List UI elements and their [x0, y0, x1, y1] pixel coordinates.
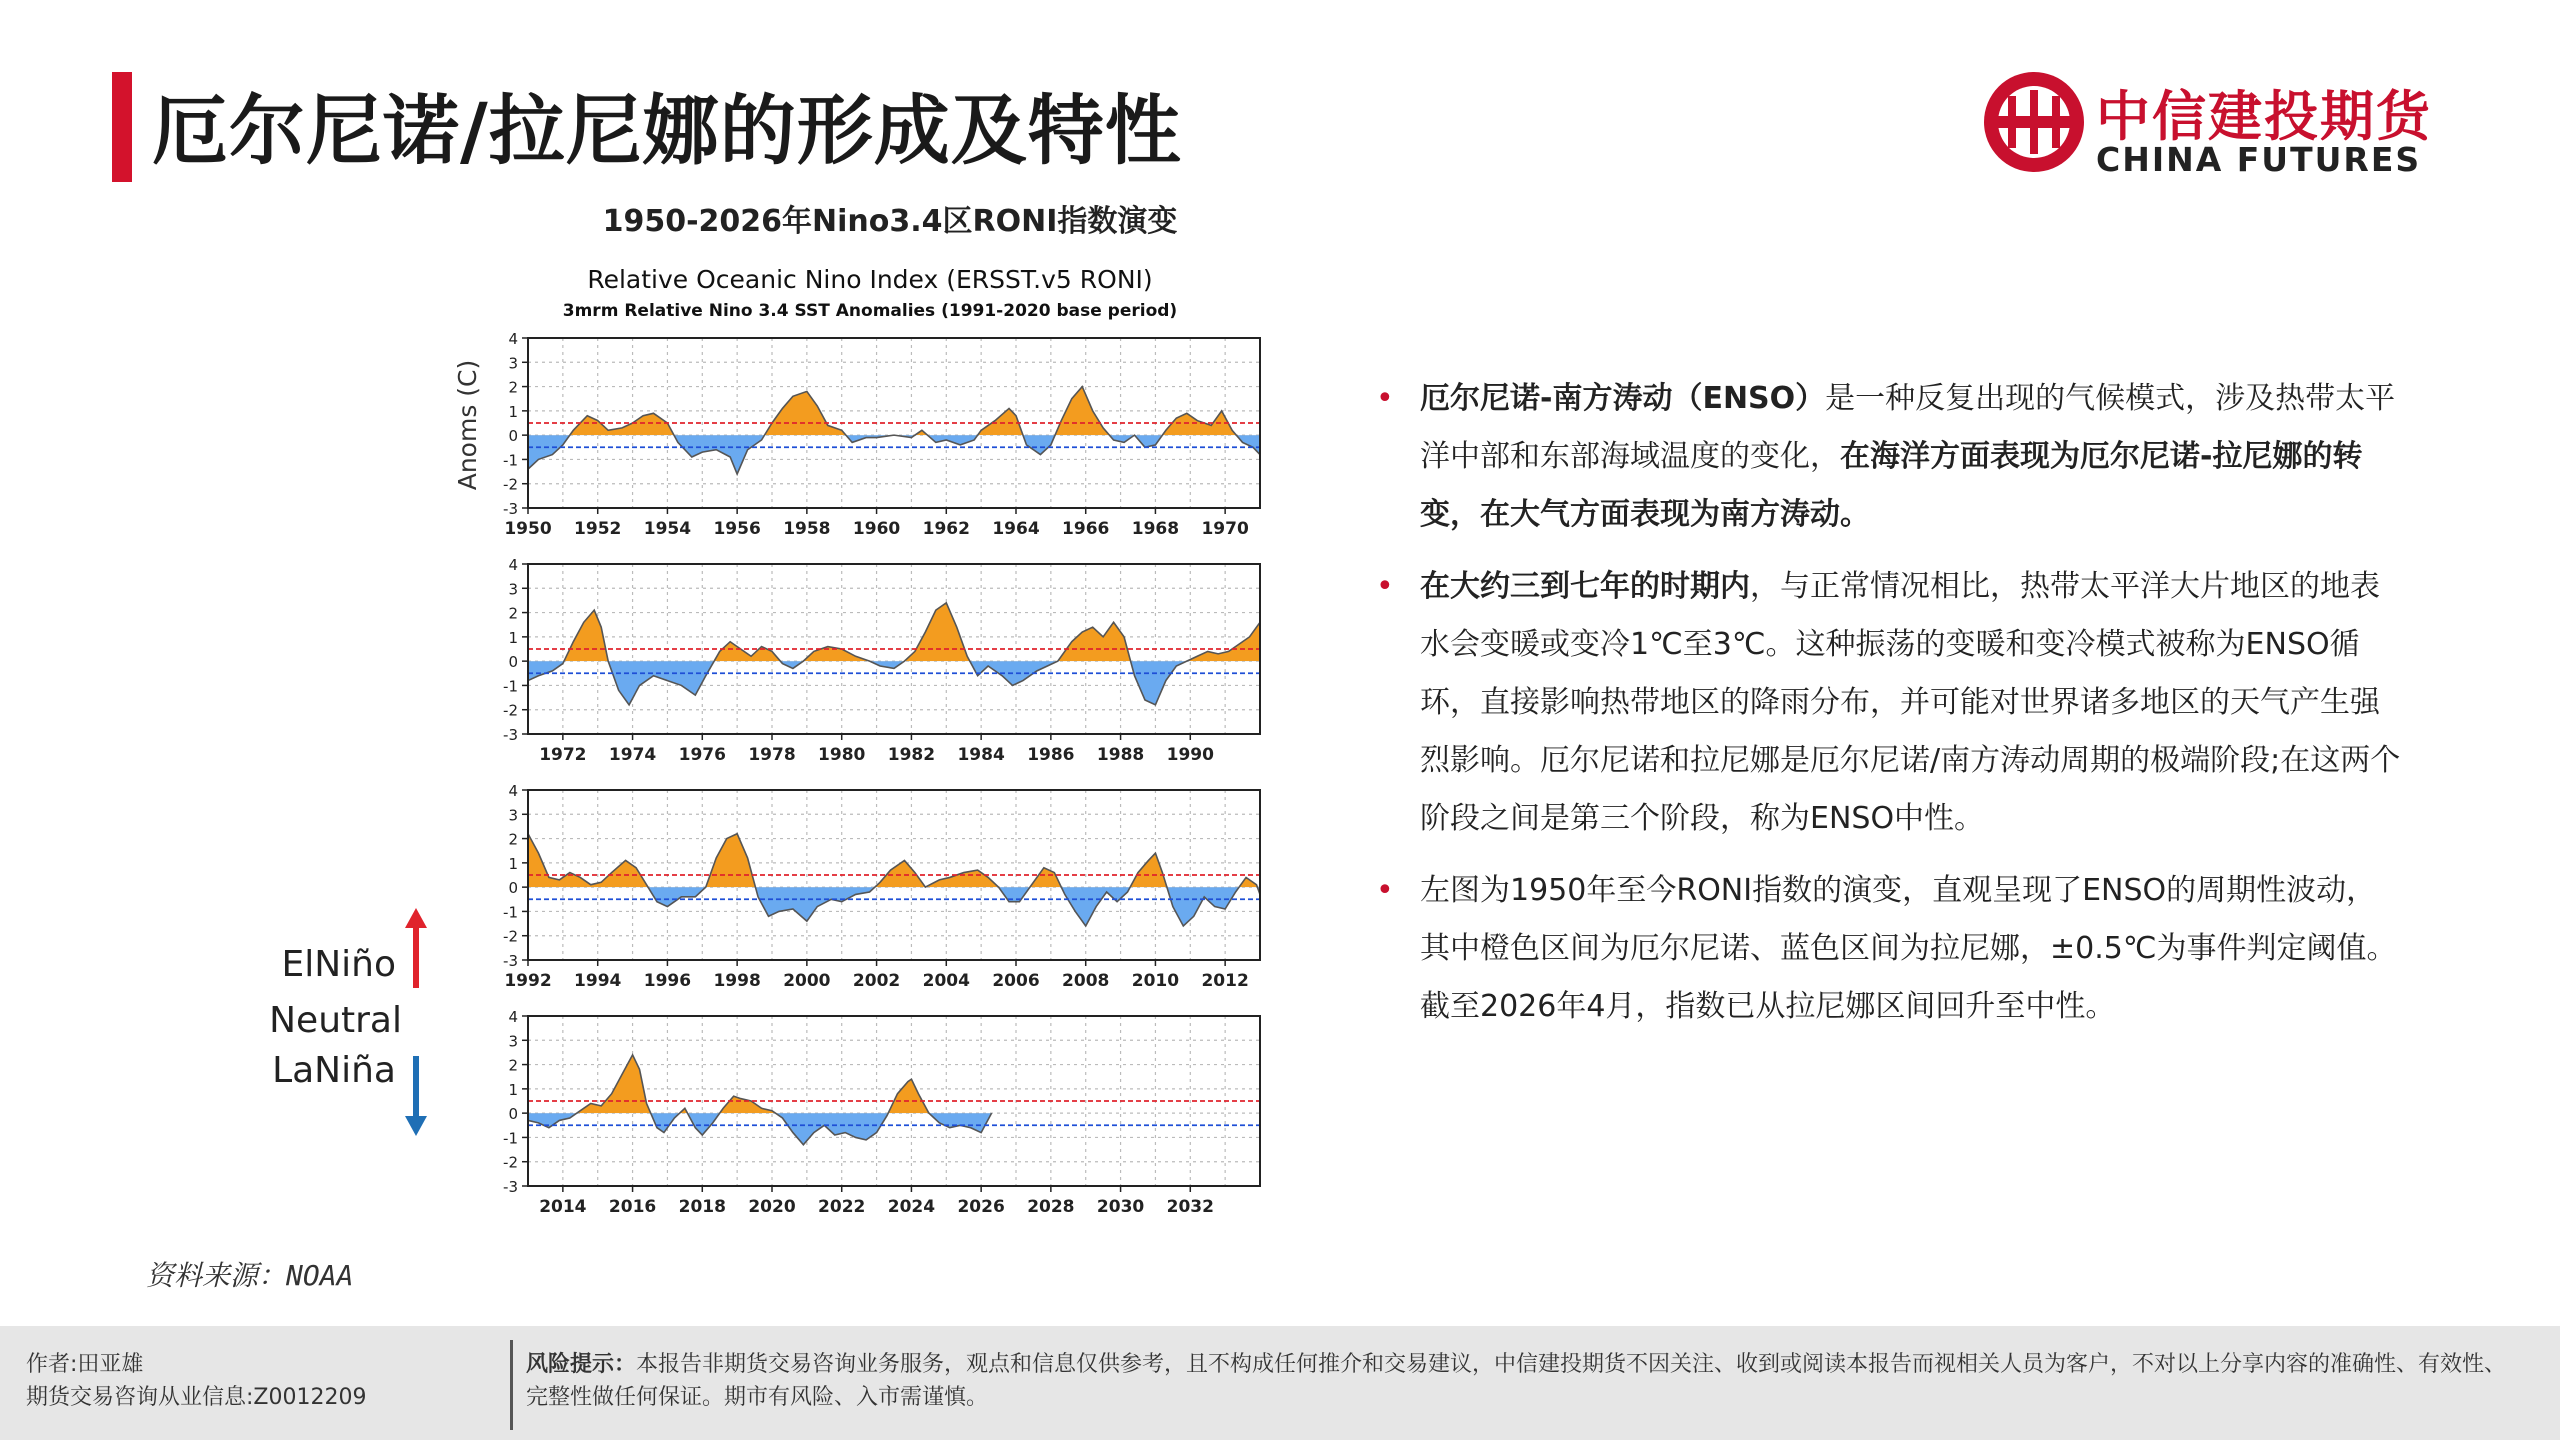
x-tick-label: 1968 [1131, 519, 1180, 539]
el-nino-arrow-icon [413, 926, 419, 988]
y-tick-label: -1 [503, 903, 518, 922]
x-tick-label: 1976 [678, 745, 726, 765]
y-tick-label: -3 [503, 726, 518, 744]
bullet-dot-icon: • [1376, 381, 1394, 416]
footer-risk-text: 本报告非期货交易咨询业务服务，观点和信息仅供参考，且不构成任何推介和交易建议，中信建投期货不因关注、收到或阅读本报告而视相关人员为客户，不对以上分享内容的准确性、有效性、完整性做任何保证。期市有风险、入市需谨慎。 [526, 1352, 2507, 1410]
bullet-item [1376, 862, 2406, 1036]
x-tick-label: 1986 [1027, 745, 1075, 765]
y-tick-label: 2 [508, 378, 518, 397]
x-tick-label: 1990 [1166, 745, 1214, 765]
bullet-text: 是一种反复出现的气候模式，涉及热带太平洋中部和东部海域温度的变化， [1420, 381, 2396, 474]
y-tick-label: 4 [508, 556, 518, 574]
y-tick-label: -3 [503, 500, 518, 518]
bullet-text: 厄尔尼诺-南方涛动（ENSO） [1420, 381, 1826, 416]
bullet-dot-icon: • [1376, 569, 1394, 604]
x-tick-label: 2028 [1027, 1197, 1075, 1217]
y-tick-label: 2 [508, 1056, 518, 1075]
x-tick-label: 1972 [539, 745, 587, 765]
y-tick-label: 1 [508, 854, 518, 873]
footer-license: 期货交易咨询从业信息:Z0012209 [26, 1385, 367, 1410]
y-tick-label: 3 [508, 354, 518, 373]
x-tick-label: 1998 [713, 971, 761, 991]
bullet-text: 左图为1950年至今RONI指数的演变，直观呈现了ENSO的周期性波动，其中橙色区间为厄尔尼诺、蓝色区间为拉尼娜，±0.5℃为事件判定阈值。截至2026年4月，指数已从拉尼娜区间回升至中性。 [1420, 873, 2397, 1024]
company-logo [1978, 66, 2448, 186]
footer [0, 1326, 2560, 1440]
title-accent-bar [112, 72, 132, 182]
footer-author-info [26, 1348, 366, 1414]
legend-la-nina: LaNiña [272, 1050, 396, 1091]
y-tick-label: 4 [508, 782, 518, 800]
bullet-dot-icon: • [1376, 873, 1394, 908]
x-tick-label: 1978 [748, 745, 796, 765]
source-note: 资料来源：NOAA [146, 1259, 354, 1292]
logo-chinese-name: 中信建投期货 [2096, 85, 2432, 148]
x-tick-label: 2026 [957, 1197, 1005, 1217]
x-tick-label: 2012 [1201, 971, 1249, 991]
logo-english-name: CHINA FUTURES [2096, 140, 2422, 179]
panel-background [528, 564, 1260, 734]
bullet-item [1376, 558, 2406, 848]
x-tick-label: 1950 [504, 519, 552, 539]
y-tick-label: 0 [508, 427, 518, 446]
chart-panel [503, 330, 1260, 539]
y-tick-label: -1 [503, 677, 518, 696]
y-tick-label: 4 [508, 1008, 518, 1026]
y-tick-label: 0 [508, 1105, 518, 1124]
x-tick-label: 2010 [1131, 971, 1180, 991]
x-tick-label: 1954 [643, 519, 692, 539]
x-tick-label: 2020 [748, 1197, 796, 1217]
x-tick-label: 2022 [818, 1197, 866, 1217]
y-tick-label: -2 [503, 927, 518, 946]
citic-logo-icon [1978, 66, 2090, 178]
y-tick-label: 3 [508, 806, 518, 825]
y-tick-label: -1 [503, 1129, 518, 1148]
x-tick-label: 1956 [713, 519, 761, 539]
x-tick-label: 1994 [574, 971, 622, 991]
x-tick-label: 1958 [783, 519, 831, 539]
x-tick-label: 2032 [1166, 1197, 1214, 1217]
x-tick-label: 1996 [643, 971, 692, 991]
y-tick-label: 1 [508, 628, 518, 647]
chart-panels [503, 330, 1260, 1217]
x-tick-label: 1960 [852, 519, 901, 539]
x-tick-label: 1982 [887, 745, 936, 765]
x-tick-label: 1988 [1096, 745, 1145, 765]
y-tick-label: 4 [508, 330, 518, 348]
bullet-text: 在大约三到七年的时期内 [1420, 569, 1750, 604]
y-tick-label: 0 [508, 879, 518, 898]
y-tick-label: -2 [503, 701, 518, 720]
x-tick-label: 1962 [922, 519, 970, 539]
y-tick-label: -3 [503, 1178, 518, 1196]
x-tick-label: 2014 [539, 1197, 587, 1217]
chart-title: Relative Oceanic Nino Index (ERSST.v5 RONI) [587, 265, 1153, 294]
x-tick-label: 2016 [608, 1197, 657, 1217]
x-tick-label: 1970 [1201, 519, 1249, 539]
y-tick-label: 1 [508, 1080, 518, 1099]
chart-panel [503, 556, 1260, 765]
x-tick-label: 2008 [1062, 971, 1110, 991]
x-tick-label: 2000 [783, 971, 831, 991]
x-tick-label: 1980 [818, 745, 866, 765]
bullet-item [1376, 370, 2406, 544]
x-tick-label: 1984 [957, 745, 1005, 765]
roni-chart [0, 250, 1300, 1230]
bullet-text: 在海洋方面表现为厄尔尼诺-拉尼娜的转变，在大气方面表现为南方涛动。 [1420, 439, 2363, 532]
x-tick-label: 1966 [1062, 519, 1110, 539]
y-tick-label: 1 [508, 402, 518, 421]
x-tick-label: 2004 [922, 971, 970, 991]
x-tick-label: 2018 [678, 1197, 726, 1217]
y-tick-label: -2 [503, 475, 518, 494]
x-tick-label: 2030 [1096, 1197, 1145, 1217]
legend-neutral: Neutral [269, 1000, 402, 1041]
footer-author: 作者:田亚雄 [26, 1352, 144, 1377]
x-tick-label: 1974 [608, 745, 657, 765]
x-tick-label: 1952 [574, 519, 622, 539]
y-tick-label: -2 [503, 1153, 518, 1172]
y-tick-label: 0 [508, 653, 518, 672]
y-tick-label: 2 [508, 604, 518, 623]
chart-subtitle: 3mrm Relative Nino 3.4 SST Anomalies (1991-2020 base period) [562, 301, 1178, 321]
y-tick-label: 3 [508, 580, 518, 599]
chart-panel [503, 1008, 1260, 1217]
y-tick-label: -1 [503, 451, 518, 470]
y-tick-label: 2 [508, 830, 518, 849]
x-tick-label: 2024 [887, 1197, 936, 1217]
x-tick-label: 2002 [852, 971, 901, 991]
footer-risk-notice [526, 1348, 2526, 1414]
description-bullets [1376, 370, 2406, 1050]
footer-risk-label: 风险提示： [526, 1352, 637, 1377]
x-tick-label: 1964 [992, 519, 1040, 539]
y-tick-label: -3 [503, 952, 518, 970]
legend-el-nino: ElNiño [281, 944, 396, 985]
y-axis-label: Anoms (C) [453, 359, 482, 491]
page-title: 厄尔尼诺/拉尼娜的形成及特性 [152, 86, 1182, 175]
la-nina-arrow-icon [413, 1056, 419, 1118]
x-tick-label: 2006 [992, 971, 1040, 991]
footer-divider [510, 1340, 513, 1430]
bullet-text: ，与正常情况相比，热带太平洋大片地区的地表水会变暖或变冷1℃至3℃。这种振荡的变暖和变冷模式被称为ENSO循环，直接影响热带地区的降雨分布，并可能对世界诸多地区的天气产生强烈影响。厄尔尼诺和拉尼娜是厄尔尼诺/南方涛动周期的极端阶段;在这两个阶段之间是第三个阶段，称为ENSO中性。 [1420, 569, 2401, 836]
chart-caption: 1950-2026年Nino3.4区RONI指数演变 [602, 204, 1178, 239]
x-tick-label: 1992 [504, 971, 552, 991]
chart-panel [503, 782, 1260, 991]
y-tick-label: 3 [508, 1032, 518, 1051]
